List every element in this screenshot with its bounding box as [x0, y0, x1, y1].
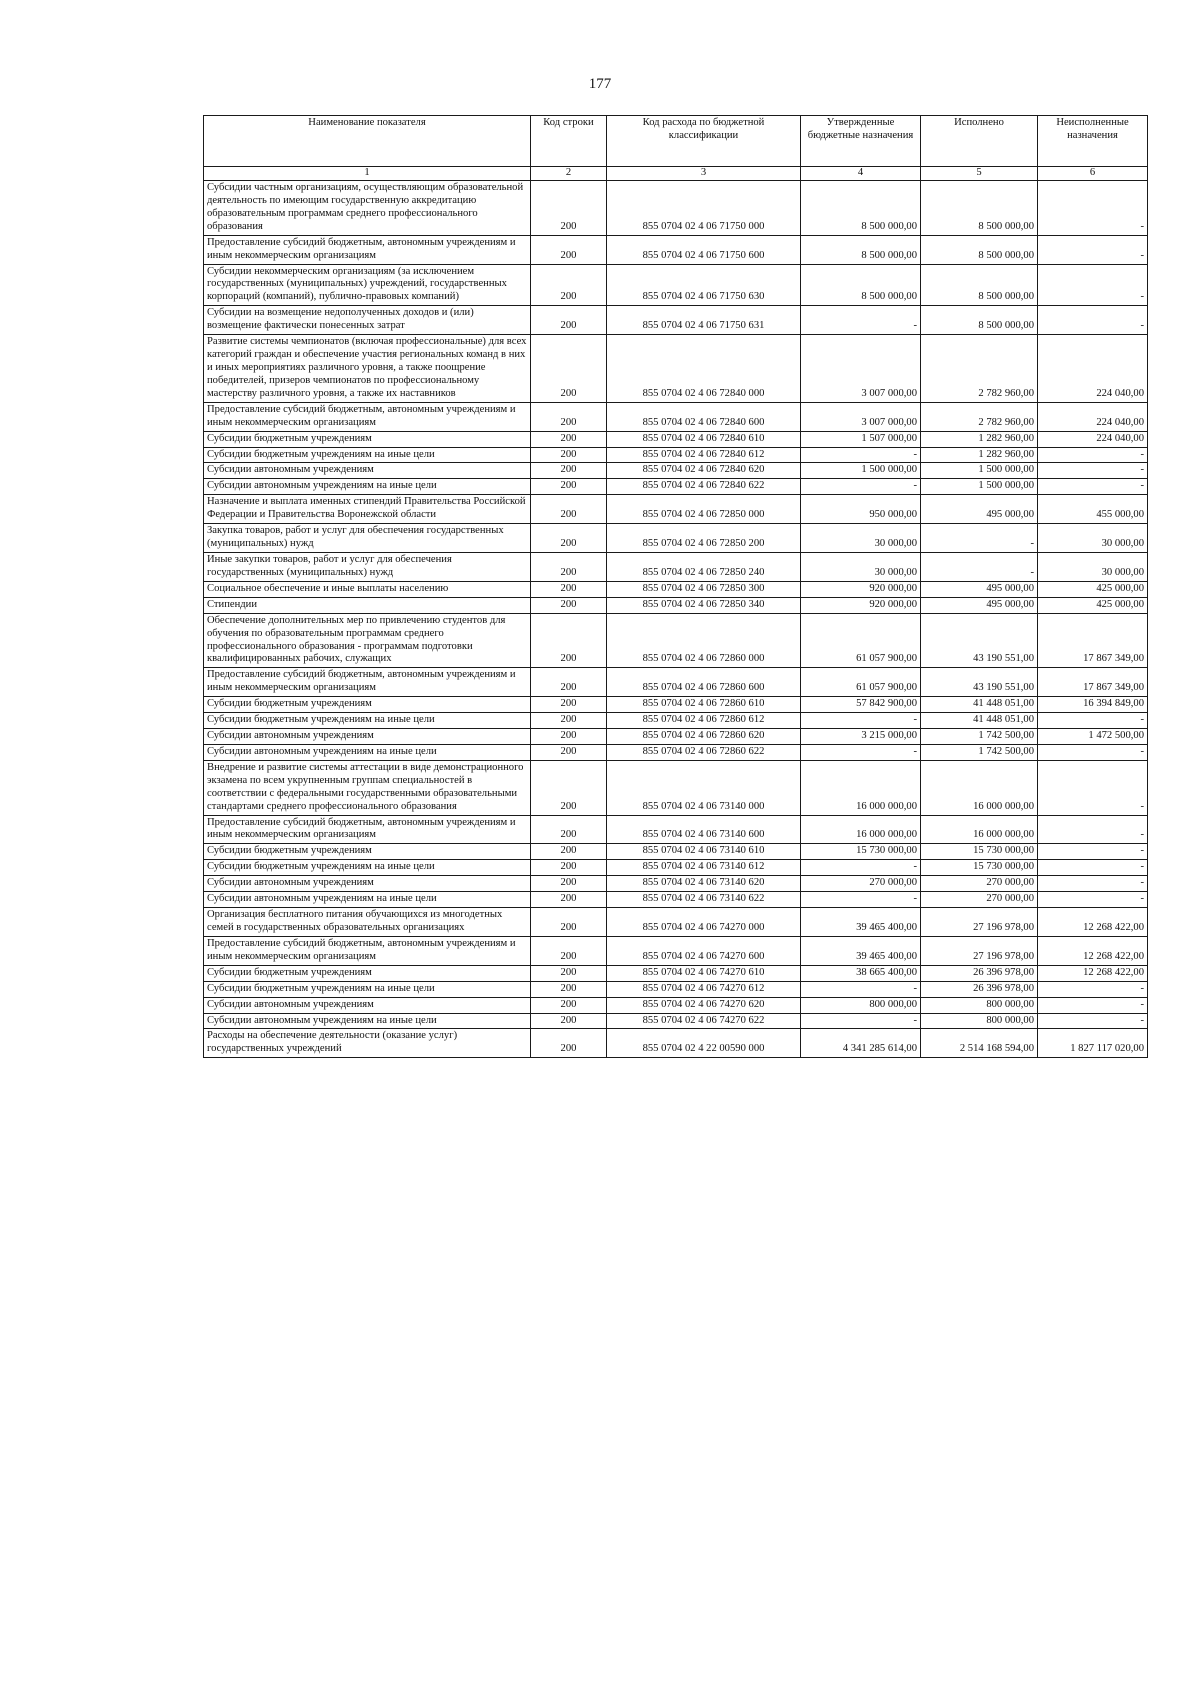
row-name-cell: Субсидии некоммерческим организациям (за исключением государственных (муниципальных) учреждений, государственных корпораций (компаний), публично-правовых компаний) — [204, 264, 531, 306]
header-approved: Утвержденные бюджетные назначения — [801, 116, 921, 167]
row-approved-cell: 39 465 400,00 — [801, 908, 921, 937]
row-name-cell: Внедрение и развитие системы аттестации в виде демонстрационного экзамена по всем укрупненным группам специальностей в соответствии с федеральными государственными образовательными стандартами среднего профессионального образования — [204, 760, 531, 815]
row-classification-cell: 855 0704 02 4 06 74270 622 — [607, 1013, 801, 1029]
row-classification-cell: 855 0704 02 4 06 72860 620 — [607, 729, 801, 745]
table-row — [204, 876, 1148, 892]
row-classification-cell: 855 0704 02 4 06 73140 610 — [607, 844, 801, 860]
row-name-cell: Субсидии бюджетным учреждениям — [204, 965, 531, 981]
row-name-cell: Субсидии бюджетным учреждениям — [204, 697, 531, 713]
table-row — [204, 713, 1148, 729]
row-classification-cell: 855 0704 02 4 06 74270 620 — [607, 997, 801, 1013]
row-code-cell: 200 — [531, 306, 607, 335]
row-unexecuted-cell: - — [1038, 760, 1148, 815]
row-code-cell: 200 — [531, 860, 607, 876]
column-number: 5 — [921, 167, 1038, 181]
row-unexecuted-cell: 224 040,00 — [1038, 402, 1148, 431]
row-approved-cell: 4 341 285 614,00 — [801, 1029, 921, 1058]
row-classification-cell: 855 0704 02 4 06 72860 612 — [607, 713, 801, 729]
column-number: 3 — [607, 167, 801, 181]
row-code-cell: 200 — [531, 1013, 607, 1029]
column-number: 1 — [204, 167, 531, 181]
row-approved-cell: - — [801, 1013, 921, 1029]
row-executed-cell: 15 730 000,00 — [921, 844, 1038, 860]
row-code-cell: 200 — [531, 581, 607, 597]
row-unexecuted-cell: 1 827 117 020,00 — [1038, 1029, 1148, 1058]
row-unexecuted-cell: 17 867 349,00 — [1038, 613, 1148, 668]
row-name-cell: Организация бесплатного питания обучающихся из многодетных семей в государственных образовательных организациях — [204, 908, 531, 937]
row-unexecuted-cell: - — [1038, 876, 1148, 892]
row-code-cell: 200 — [531, 981, 607, 997]
row-code-cell: 200 — [531, 997, 607, 1013]
row-unexecuted-cell: 425 000,00 — [1038, 581, 1148, 597]
column-number-row — [204, 167, 1148, 181]
table-header-row — [204, 116, 1148, 167]
row-name-cell: Субсидии автономным учреждениям — [204, 876, 531, 892]
row-code-cell: 200 — [531, 181, 607, 236]
row-unexecuted-cell: - — [1038, 264, 1148, 306]
row-code-cell: 200 — [531, 729, 607, 745]
table-row — [204, 402, 1148, 431]
row-classification-cell: 855 0704 02 4 06 72850 300 — [607, 581, 801, 597]
row-executed-cell: 26 396 978,00 — [921, 981, 1038, 997]
row-unexecuted-cell: 224 040,00 — [1038, 431, 1148, 447]
row-executed-cell: 41 448 051,00 — [921, 713, 1038, 729]
row-name-cell: Предоставление субсидий бюджетным, автономным учреждениям и иным некоммерческим организациям — [204, 936, 531, 965]
row-classification-cell: 855 0704 02 4 06 72860 600 — [607, 668, 801, 697]
row-classification-cell: 855 0704 02 4 06 72850 340 — [607, 597, 801, 613]
row-unexecuted-cell: 17 867 349,00 — [1038, 668, 1148, 697]
row-approved-cell: 950 000,00 — [801, 495, 921, 524]
row-code-cell: 200 — [531, 597, 607, 613]
row-code-cell: 200 — [531, 524, 607, 553]
row-classification-cell: 855 0704 02 4 06 73140 600 — [607, 815, 801, 844]
table-row — [204, 729, 1148, 745]
table-row — [204, 908, 1148, 937]
row-name-cell: Субсидии бюджетным учреждениям — [204, 431, 531, 447]
row-classification-cell: 855 0704 02 4 06 71750 000 — [607, 181, 801, 236]
table-row — [204, 892, 1148, 908]
row-executed-cell: 8 500 000,00 — [921, 306, 1038, 335]
row-executed-cell: 495 000,00 — [921, 495, 1038, 524]
row-name-cell: Субсидии автономным учреждениям на иные цели — [204, 479, 531, 495]
row-classification-cell: 855 0704 02 4 06 72850 000 — [607, 495, 801, 524]
row-approved-cell: 16 000 000,00 — [801, 815, 921, 844]
row-executed-cell: 2 782 960,00 — [921, 335, 1038, 403]
row-executed-cell: 43 190 551,00 — [921, 613, 1038, 668]
row-classification-cell: 855 0704 02 4 06 73140 620 — [607, 876, 801, 892]
row-name-cell: Предоставление субсидий бюджетным, автономным учреждениям и иным некоммерческим организациям — [204, 402, 531, 431]
row-approved-cell: 30 000,00 — [801, 552, 921, 581]
row-unexecuted-cell: - — [1038, 181, 1148, 236]
row-approved-cell: 8 500 000,00 — [801, 181, 921, 236]
row-code-cell: 200 — [531, 697, 607, 713]
row-executed-cell: 15 730 000,00 — [921, 860, 1038, 876]
row-approved-cell: 8 500 000,00 — [801, 235, 921, 264]
row-name-cell: Иные закупки товаров, работ и услуг для обеспечения государственных (муниципальных) нужд — [204, 552, 531, 581]
table-row — [204, 479, 1148, 495]
row-classification-cell: 855 0704 02 4 06 72840 620 — [607, 463, 801, 479]
row-classification-cell: 855 0704 02 4 06 74270 600 — [607, 936, 801, 965]
row-executed-cell: 8 500 000,00 — [921, 264, 1038, 306]
row-classification-cell: 855 0704 02 4 06 72860 000 — [607, 613, 801, 668]
row-unexecuted-cell: - — [1038, 860, 1148, 876]
row-classification-cell: 855 0704 02 4 06 74270 612 — [607, 981, 801, 997]
row-name-cell: Предоставление субсидий бюджетным, автономным учреждениям и иным некоммерческим организациям — [204, 668, 531, 697]
row-name-cell: Субсидии автономным учреждениям на иные цели — [204, 892, 531, 908]
table-row — [204, 936, 1148, 965]
row-classification-cell: 855 0704 02 4 06 71750 630 — [607, 264, 801, 306]
table-row — [204, 495, 1148, 524]
row-name-cell: Субсидии на возмещение недополученных доходов и (или) возмещение фактически понесенных затрат — [204, 306, 531, 335]
row-approved-cell: - — [801, 744, 921, 760]
row-approved-cell: 15 730 000,00 — [801, 844, 921, 860]
row-code-cell: 200 — [531, 892, 607, 908]
row-executed-cell: 800 000,00 — [921, 997, 1038, 1013]
row-approved-cell: - — [801, 713, 921, 729]
row-executed-cell: 800 000,00 — [921, 1013, 1038, 1029]
table-row — [204, 552, 1148, 581]
row-code-cell: 200 — [531, 447, 607, 463]
row-executed-cell: 26 396 978,00 — [921, 965, 1038, 981]
row-code-cell: 200 — [531, 235, 607, 264]
table-row — [204, 1029, 1148, 1058]
row-classification-cell: 855 0704 02 4 06 71750 600 — [607, 235, 801, 264]
row-unexecuted-cell: 12 268 422,00 — [1038, 936, 1148, 965]
row-name-cell: Субсидии автономным учреждениям — [204, 997, 531, 1013]
table-row — [204, 844, 1148, 860]
row-code-cell: 200 — [531, 844, 607, 860]
row-code-cell: 200 — [531, 760, 607, 815]
row-unexecuted-cell: - — [1038, 235, 1148, 264]
row-approved-cell: 800 000,00 — [801, 997, 921, 1013]
row-unexecuted-cell: - — [1038, 744, 1148, 760]
row-code-cell: 200 — [531, 552, 607, 581]
header-executed: Исполнено — [921, 116, 1038, 167]
row-name-cell: Субсидии автономным учреждениям на иные цели — [204, 1013, 531, 1029]
table-row — [204, 860, 1148, 876]
row-code-cell: 200 — [531, 463, 607, 479]
row-executed-cell: 270 000,00 — [921, 876, 1038, 892]
row-approved-cell: 3 215 000,00 — [801, 729, 921, 745]
row-classification-cell: 855 0704 02 4 06 72840 612 — [607, 447, 801, 463]
row-name-cell: Стипендии — [204, 597, 531, 613]
row-unexecuted-cell: - — [1038, 713, 1148, 729]
row-approved-cell: - — [801, 479, 921, 495]
row-unexecuted-cell: - — [1038, 997, 1148, 1013]
row-name-cell: Закупка товаров, работ и услуг для обеспечения государственных (муниципальных) нужд — [204, 524, 531, 553]
row-name-cell: Субсидии бюджетным учреждениям на иные цели — [204, 447, 531, 463]
header-line-code: Код строки — [531, 116, 607, 167]
table-row — [204, 668, 1148, 697]
row-executed-cell: 16 000 000,00 — [921, 760, 1038, 815]
row-executed-cell: 27 196 978,00 — [921, 936, 1038, 965]
row-unexecuted-cell: - — [1038, 1013, 1148, 1029]
row-unexecuted-cell: - — [1038, 892, 1148, 908]
row-executed-cell: 495 000,00 — [921, 581, 1038, 597]
table-row — [204, 463, 1148, 479]
row-unexecuted-cell: - — [1038, 815, 1148, 844]
row-executed-cell: 1 282 960,00 — [921, 431, 1038, 447]
row-executed-cell: 8 500 000,00 — [921, 181, 1038, 236]
row-executed-cell: 27 196 978,00 — [921, 908, 1038, 937]
row-code-cell: 200 — [531, 431, 607, 447]
row-executed-cell: 1 742 500,00 — [921, 744, 1038, 760]
row-name-cell: Назначение и выплата именных стипендий Правительства Российской Федерации и Правительства Воронежской области — [204, 495, 531, 524]
row-approved-cell: 16 000 000,00 — [801, 760, 921, 815]
row-approved-cell: 8 500 000,00 — [801, 264, 921, 306]
row-code-cell: 200 — [531, 744, 607, 760]
row-executed-cell: 2 782 960,00 — [921, 402, 1038, 431]
table-row — [204, 744, 1148, 760]
row-unexecuted-cell: 12 268 422,00 — [1038, 908, 1148, 937]
row-code-cell: 200 — [531, 613, 607, 668]
header-unexecuted: Неисполненные назначения — [1038, 116, 1148, 167]
row-classification-cell: 855 0704 02 4 06 72840 622 — [607, 479, 801, 495]
row-unexecuted-cell: 30 000,00 — [1038, 552, 1148, 581]
row-unexecuted-cell: 30 000,00 — [1038, 524, 1148, 553]
row-approved-cell: - — [801, 447, 921, 463]
table-row — [204, 997, 1148, 1013]
row-unexecuted-cell: 16 394 849,00 — [1038, 697, 1148, 713]
row-executed-cell: 2 514 168 594,00 — [921, 1029, 1038, 1058]
header-classification: Код расхода по бюджетной классификации — [607, 116, 801, 167]
row-executed-cell: 8 500 000,00 — [921, 235, 1038, 264]
column-number: 2 — [531, 167, 607, 181]
row-approved-cell: 1 500 000,00 — [801, 463, 921, 479]
row-executed-cell: 41 448 051,00 — [921, 697, 1038, 713]
row-executed-cell: 16 000 000,00 — [921, 815, 1038, 844]
row-approved-cell: - — [801, 981, 921, 997]
row-code-cell: 200 — [531, 936, 607, 965]
row-name-cell: Субсидии автономным учреждениям — [204, 729, 531, 745]
row-classification-cell: 855 0704 02 4 06 72850 240 — [607, 552, 801, 581]
row-approved-cell: - — [801, 860, 921, 876]
page-number: 177 — [588, 76, 612, 92]
table-row — [204, 815, 1148, 844]
row-name-cell: Субсидии бюджетным учреждениям на иные цели — [204, 981, 531, 997]
row-unexecuted-cell: 224 040,00 — [1038, 335, 1148, 403]
table-row — [204, 581, 1148, 597]
row-unexecuted-cell: - — [1038, 447, 1148, 463]
table-row — [204, 1013, 1148, 1029]
row-unexecuted-cell: - — [1038, 479, 1148, 495]
header-name: Наименование показателя — [204, 116, 531, 167]
row-code-cell: 200 — [531, 713, 607, 729]
row-code-cell: 200 — [531, 335, 607, 403]
row-unexecuted-cell: 425 000,00 — [1038, 597, 1148, 613]
column-number: 4 — [801, 167, 921, 181]
row-approved-cell: - — [801, 306, 921, 335]
row-approved-cell: 920 000,00 — [801, 597, 921, 613]
table-row — [204, 613, 1148, 668]
table-row — [204, 697, 1148, 713]
row-approved-cell: 30 000,00 — [801, 524, 921, 553]
row-approved-cell: 57 842 900,00 — [801, 697, 921, 713]
row-code-cell: 200 — [531, 1029, 607, 1058]
row-name-cell: Социальное обеспечение и иные выплаты населению — [204, 581, 531, 597]
row-classification-cell: 855 0704 02 4 06 74270 000 — [607, 908, 801, 937]
column-number: 6 — [1038, 167, 1148, 181]
row-classification-cell: 855 0704 02 4 06 72850 200 — [607, 524, 801, 553]
row-unexecuted-cell: - — [1038, 463, 1148, 479]
row-code-cell: 200 — [531, 876, 607, 892]
table-row — [204, 524, 1148, 553]
row-approved-cell: 3 007 000,00 — [801, 402, 921, 431]
table-row — [204, 235, 1148, 264]
row-name-cell: Субсидии бюджетным учреждениям — [204, 844, 531, 860]
row-executed-cell: 1 282 960,00 — [921, 447, 1038, 463]
row-name-cell: Расходы на обеспечение деятельности (оказание услуг) государственных учреждений — [204, 1029, 531, 1058]
table-body — [204, 181, 1148, 1058]
row-classification-cell: 855 0704 02 4 06 72860 622 — [607, 744, 801, 760]
row-approved-cell: 61 057 900,00 — [801, 613, 921, 668]
table-row — [204, 760, 1148, 815]
row-name-cell: Субсидии бюджетным учреждениям на иные цели — [204, 860, 531, 876]
row-name-cell: Предоставление субсидий бюджетным, автономным учреждениям и иным некоммерческим организациям — [204, 235, 531, 264]
row-classification-cell: 855 0704 02 4 06 72840 000 — [607, 335, 801, 403]
row-approved-cell: 3 007 000,00 — [801, 335, 921, 403]
row-executed-cell: 270 000,00 — [921, 892, 1038, 908]
table-row — [204, 447, 1148, 463]
table-row — [204, 431, 1148, 447]
row-code-cell: 200 — [531, 402, 607, 431]
row-classification-cell: 855 0704 02 4 06 71750 631 — [607, 306, 801, 335]
table-row — [204, 306, 1148, 335]
row-code-cell: 200 — [531, 815, 607, 844]
row-approved-cell: 61 057 900,00 — [801, 668, 921, 697]
budget-execution-table — [203, 115, 1148, 1058]
row-classification-cell: 855 0704 02 4 06 73140 612 — [607, 860, 801, 876]
row-approved-cell: 38 665 400,00 — [801, 965, 921, 981]
row-unexecuted-cell: 12 268 422,00 — [1038, 965, 1148, 981]
row-unexecuted-cell: - — [1038, 981, 1148, 997]
row-classification-cell: 855 0704 02 4 06 74270 610 — [607, 965, 801, 981]
row-name-cell: Субсидии бюджетным учреждениям на иные цели — [204, 713, 531, 729]
row-code-cell: 200 — [531, 908, 607, 937]
row-executed-cell: 1 500 000,00 — [921, 463, 1038, 479]
row-executed-cell: - — [921, 552, 1038, 581]
row-classification-cell: 855 0704 02 4 06 72840 600 — [607, 402, 801, 431]
row-classification-cell: 855 0704 02 4 06 73140 622 — [607, 892, 801, 908]
table-row — [204, 181, 1148, 236]
row-name-cell: Субсидии частным организациям, осуществляющим образовательной деятельность по имеющим государственную аккредитацию образовательным программам среднего профессионального образования — [204, 181, 531, 236]
row-name-cell: Обеспечение дополнительных мер по привлечению студентов для обучения по образовательным программам среднего профессионального образования - программам подготовки квалифицированных рабочих, служащих — [204, 613, 531, 668]
row-classification-cell: 855 0704 02 4 06 72860 610 — [607, 697, 801, 713]
row-classification-cell: 855 0704 02 4 06 73140 000 — [607, 760, 801, 815]
row-code-cell: 200 — [531, 495, 607, 524]
row-approved-cell: 1 507 000,00 — [801, 431, 921, 447]
row-name-cell: Субсидии автономным учреждениям — [204, 463, 531, 479]
row-unexecuted-cell: 455 000,00 — [1038, 495, 1148, 524]
row-approved-cell: 270 000,00 — [801, 876, 921, 892]
row-code-cell: 200 — [531, 264, 607, 306]
row-name-cell: Субсидии автономным учреждениям на иные цели — [204, 744, 531, 760]
row-executed-cell: 495 000,00 — [921, 597, 1038, 613]
row-name-cell: Предоставление субсидий бюджетным, автономным учреждениям и иным некоммерческим организациям — [204, 815, 531, 844]
row-code-cell: 200 — [531, 965, 607, 981]
row-approved-cell: 920 000,00 — [801, 581, 921, 597]
row-unexecuted-cell: 1 472 500,00 — [1038, 729, 1148, 745]
row-executed-cell: 1 500 000,00 — [921, 479, 1038, 495]
row-approved-cell: 39 465 400,00 — [801, 936, 921, 965]
table-row — [204, 597, 1148, 613]
table-row — [204, 965, 1148, 981]
row-classification-cell: 855 0704 02 4 22 00590 000 — [607, 1029, 801, 1058]
row-name-cell: Развитие системы чемпионатов (включая профессиональные) для всех категорий граждан и обеспечение участия региональных команд в них и иных мероприятиях различного уровня, а также поощрение победителей, призеров чемпионатов по профессиональному мастерству различного уровня, а также их наставников — [204, 335, 531, 403]
row-code-cell: 200 — [531, 668, 607, 697]
row-unexecuted-cell: - — [1038, 306, 1148, 335]
row-classification-cell: 855 0704 02 4 06 72840 610 — [607, 431, 801, 447]
row-executed-cell: 43 190 551,00 — [921, 668, 1038, 697]
row-code-cell: 200 — [531, 479, 607, 495]
table-row — [204, 981, 1148, 997]
row-unexecuted-cell: - — [1038, 844, 1148, 860]
table-row — [204, 264, 1148, 306]
row-executed-cell: 1 742 500,00 — [921, 729, 1038, 745]
table-row — [204, 335, 1148, 403]
row-approved-cell: - — [801, 892, 921, 908]
row-executed-cell: - — [921, 524, 1038, 553]
